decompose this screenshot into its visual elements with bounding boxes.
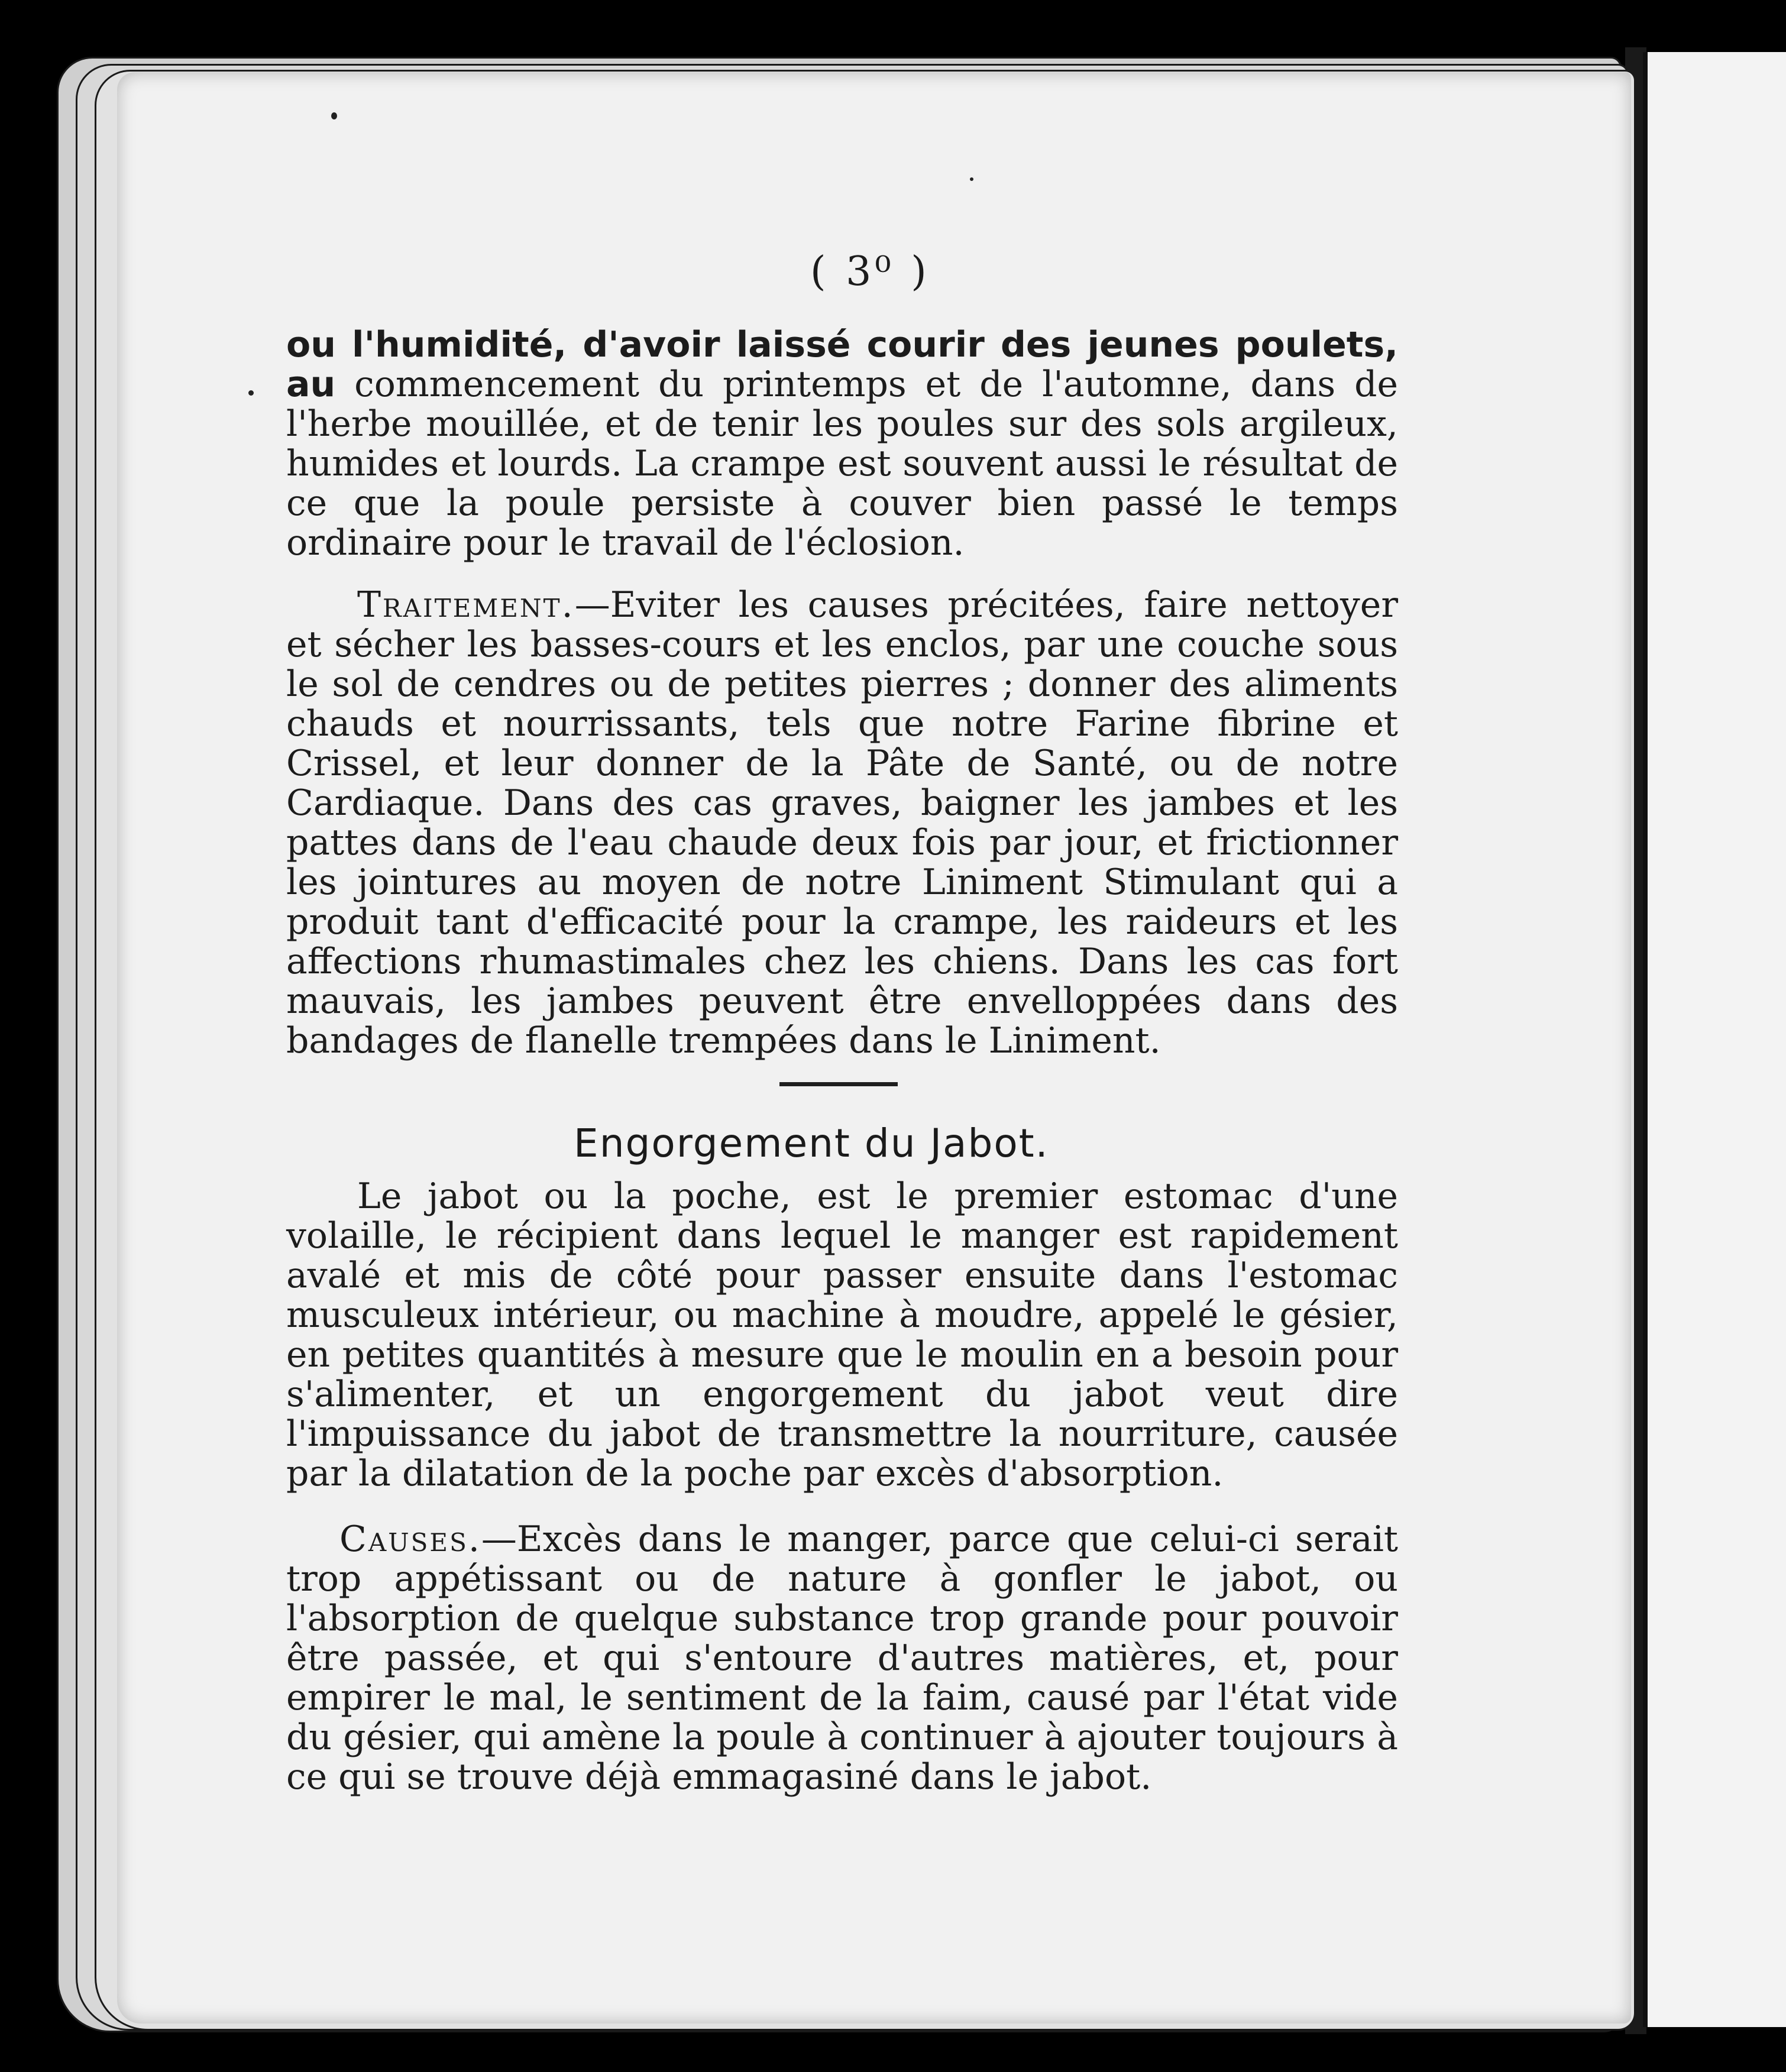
traitement-label: Traitement. bbox=[357, 584, 575, 626]
causes-label: Causes. bbox=[339, 1519, 481, 1560]
scan-speck bbox=[331, 112, 337, 119]
paragraph-text: commencement du printemps et de l'automne, dans de l'herbe mouillée, et de tenir les poules sur des sols argileux, humides et lourds. La crampe est souvent aussi le résultat de ce que la poule persiste à couver bien passé le temps ordinaire pour le travail de l'éclosion. bbox=[286, 364, 1399, 564]
paragraph-traitement bbox=[286, 585, 1398, 1061]
section-separator bbox=[779, 1082, 898, 1086]
paragraph-text: —Eviter les causes précitées, faire nettoyer et sécher les basses-cours et les enclos, par une couche sous le sol de cendres ou de petites pierres ; donner des aliments chauds et nourrissants, tels que notre Farine fibrine et Crissel, et leur donner de la Pâte de Santé, ou de notre Cardiaque. Dans des cas graves, baigner les jambes et les pattes dans de l'eau chaude deux fois par jour, et frictionner les jointures au moyen de notre Liniment Stimulant qui a produit tant d'efficacité pour la crampe, les raideurs et les affections rhumastimales chez les chiens. Dans les cas fort mauvais, les jambes peuvent être envelloppées dans des bandages de flanelle trempées dans le Liniment. bbox=[286, 584, 1398, 1061]
scan-speck bbox=[248, 390, 254, 396]
paragraph-jabot: Le jabot ou la poche, est le premier estomac d'une volaille, le récipient dans lequel le manger est rapidement avalé et mis de côté pour passer ensuite dans l'estomac musculeux intérieur, ou machine à moudre, appelé le gésier, en petites quantités à mesure que le moulin en a besoin pour s'alimenter, et un engorgement du jabot veut dire l'impuissance du jabot de transmettre la nourriture, causée par la dilatation de la poche par excès d'absorption. bbox=[286, 1176, 1398, 1494]
page-number: ( 3⁰ ) bbox=[810, 248, 930, 295]
paragraph-text: —Excès dans le manger, parce que celui-ci serait trop appétissant ou de nature à gonfler le jabot, ou l'absorption de quelque substance trop grande pour pouvoir être passée, et qui s'entoure d'autres matières, et, pour empirer le mal, le sentiment de la faim, causé par l'état vide du gésier, qui amène la poule à continuer à ajouter toujours à ce qui se trouve déjà emmagasiné dans le jabot. bbox=[286, 1519, 1398, 1798]
paragraph-causes bbox=[286, 1520, 1398, 1797]
facing-page bbox=[1643, 52, 1786, 2027]
bold-lead-text: ou l'humidité, d'avoir laissé courir des jeunes poulets, au bbox=[286, 324, 1398, 405]
section-title: Engorgement du Jabot. bbox=[574, 1121, 1049, 1166]
scan-speck bbox=[970, 177, 973, 181]
paragraph-crampe-causes bbox=[286, 325, 1398, 563]
